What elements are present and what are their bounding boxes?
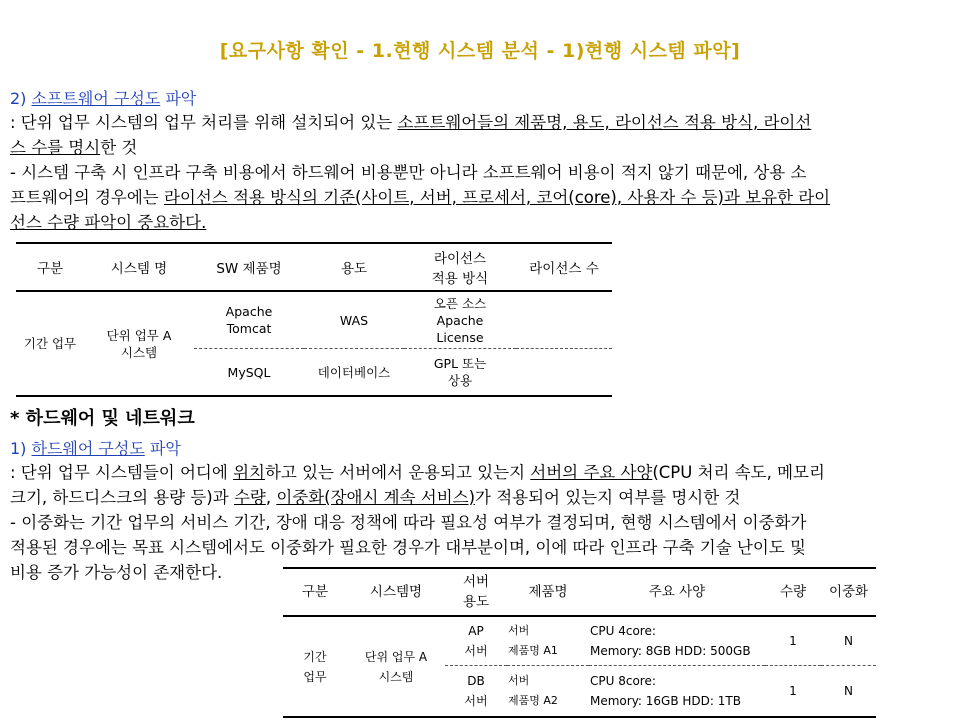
system-cell: 단위 업무 A 시스템: [106, 327, 172, 360]
use-cell: WAS: [304, 291, 404, 349]
category-cell: 기간 업무: [23, 336, 77, 351]
hardware-text: ,: [265, 488, 277, 507]
spec-cell: CPU 8core: Memory: 16GB HDD: 1TB: [590, 674, 741, 708]
column-header: 서버 용도: [445, 568, 507, 616]
software-underlined-text: 소프트웨어들의 제품명, 용도, 라이선스 적용 방식, 라이선: [397, 113, 812, 132]
hardware-text: 적용된 경우에는 목표 시스템에서도 이중화가 필요한 경우가 대부분이며, 이에 따라 인프라 구축 기술 난이도 및: [10, 538, 806, 557]
product-cell: MySQL: [227, 364, 271, 380]
table-row: [16, 291, 612, 349]
hardware-text: - 이중화는 기간 업무의 서비스 기간, 장애 대응 정책에 따라 필요성 여부가 결정되며, 현행 시스템에서 이중화가: [10, 513, 807, 532]
software-underlined-text: 라이선스 적용 방식의 기준(사이트, 서버, 프로세서, 코어(core), 사용자 수 등)과 보유한 라이: [163, 188, 831, 207]
count-cell: [516, 291, 612, 349]
license-cell: 오픈 소스 Apache License: [404, 291, 516, 349]
software-underlined-text: 선스 수량 파악이 중요하다.: [10, 213, 207, 232]
software-table: [16, 242, 612, 397]
column-header: 제품명: [507, 568, 589, 616]
column-header: 주요 사양: [589, 568, 765, 616]
hardware-text: (CPU 처리 속도, 메모리: [652, 463, 825, 482]
qty-cell: 1: [765, 616, 821, 666]
hardware-text: 가 적용되어 있는지 여부를 명시한 것: [475, 488, 741, 507]
software-underlined-text: 스 수를 명시: [10, 138, 101, 157]
table-row: [283, 616, 876, 666]
hardware-heading: [10, 436, 181, 459]
software-paragraph: [10, 110, 950, 235]
hardware-heading-link[interactable]: 하드웨어 구성도: [31, 439, 145, 458]
software-text: 프트웨어의 경우에는: [10, 188, 164, 207]
hardware-underlined-text: 수량: [233, 488, 266, 507]
server-use-cell: DB 서버: [464, 674, 488, 708]
count-cell: [516, 349, 612, 397]
software-text: - 시스템 구축 시 인프라 구축 비용에서 하드웨어 비용뿐만 아니라 소프트웨어 비용이 적지 않기 때문에, 상용 소: [10, 163, 807, 182]
page-title: [요구사항 확인 - 1.현행 시스템 분석 - 1)현행 시스템 파악]: [219, 40, 741, 62]
hardware-text: 하고 있는 서버에서 운용되고 있는지: [264, 463, 531, 482]
hardware-heading-number: 1): [10, 439, 27, 458]
column-header: 수량: [765, 568, 821, 616]
software-heading-number: 2): [10, 89, 27, 108]
column-header: 구분: [16, 243, 84, 291]
product-cell: 서버 제품명 A2: [508, 674, 558, 707]
redundancy-cell: N: [844, 684, 853, 698]
server-use-cell: AP 서버: [445, 616, 507, 666]
column-header: 시스템 명: [84, 243, 194, 291]
hardware-text: 비용 증가 가능성이 존재한다.: [10, 563, 223, 582]
column-header: 라이선스 수: [516, 243, 612, 291]
hardware-text: : 단위 업무 시스템들이 어디에: [10, 463, 234, 482]
hardware-section-title: * 하드웨어 및 네트워크: [10, 408, 195, 429]
software-text: 한 것: [100, 138, 138, 157]
software-text: : 단위 업무 시스템의 업무 처리를 위해 설치되어 있는: [10, 113, 398, 132]
category-cell: 기간 업무: [303, 649, 327, 684]
hardware-underlined-text: 서버의 주요 사양: [530, 463, 653, 482]
hardware-underlined-text: 이중화(장애시 계속 서비스): [276, 488, 476, 507]
software-heading-link[interactable]: 소프트웨어 구성도: [31, 89, 161, 108]
hardware-underlined-text: 위치: [233, 463, 265, 482]
system-cell: 단위 업무 A 시스템: [364, 649, 428, 684]
software-heading-rest: 파악: [165, 89, 197, 108]
qty-cell: 1: [789, 684, 797, 698]
column-header: SW 제품명: [194, 243, 304, 291]
spec-cell: CPU 4core: Memory: 8GB HDD: 500GB: [589, 616, 765, 666]
column-header: 용도: [304, 243, 404, 291]
column-header: 라이선스 적용 방식: [404, 243, 516, 291]
hardware-heading-rest: 파악: [149, 439, 181, 458]
use-cell: 데이터베이스: [317, 364, 391, 380]
column-header: 구분: [283, 568, 347, 616]
hardware-text: 크기, 하드디스크의 용량 등)과: [10, 488, 234, 507]
column-header: 이중화: [821, 568, 876, 616]
hardware-table: [283, 567, 876, 718]
product-cell: 서버 제품명 A1: [507, 616, 589, 666]
product-cell: Apache Tomcat: [194, 291, 304, 349]
column-header: 시스템명: [347, 568, 445, 616]
license-cell: GPL 또는 상용: [433, 356, 487, 388]
software-heading: [10, 86, 196, 109]
redundancy-cell: N: [821, 616, 876, 666]
